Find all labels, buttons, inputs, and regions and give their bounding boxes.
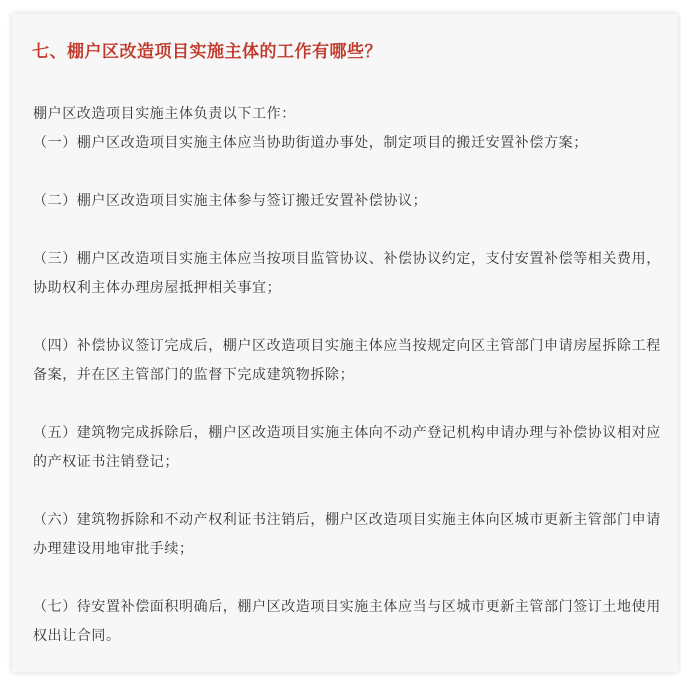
paragraph-spacer bbox=[33, 216, 665, 245]
list-item-7: （七）待安置补偿面积明确后，棚户区改造项目实施主体应当与区城市更新主管部门签订土地使用权出让合同。 bbox=[33, 599, 661, 644]
paragraph-spacer bbox=[33, 477, 665, 506]
intro-text: 棚户区改造项目实施主体负责以下工作： bbox=[33, 106, 296, 122]
paragraph-spacer bbox=[33, 303, 665, 332]
list-item-6: （六）建筑物拆除和不动产权利证书注销后，棚户区改造项目实施主体向区城市更新主管部门申请办理建设用地审批手续； bbox=[33, 512, 661, 557]
paragraph-spacer bbox=[33, 564, 665, 593]
paragraph-spacer bbox=[33, 158, 665, 187]
list-item-2: （二）棚户区改造项目实施主体参与签订搬迁安置补偿协议； bbox=[33, 193, 428, 209]
list-item-1: （一）棚户区改造项目实施主体应当协助街道办事处，制定项目的搬迁安置补偿方案； bbox=[33, 135, 588, 151]
article-title: 七、棚户区改造项目实施主体的工作有哪些？ bbox=[32, 42, 382, 62]
list-item-4: （四）补偿协议签订完成后，棚户区改造项目实施主体应当按规定向区主管部门申请房屋拆除工程备案，并在区主管部门的监督下完成建筑物拆除； bbox=[33, 338, 661, 383]
article-body bbox=[33, 100, 665, 651]
list-item-3: （三）棚户区改造项目实施主体应当按项目监管协议、补偿协议约定，支付安置补偿等相关费用，协助权利主体办理房屋抵押相关事宜； bbox=[33, 251, 661, 296]
list-item-5: （五）建筑物完成拆除后，棚户区改造项目实施主体向不动产登记机构申请办理与补偿协议相对应的产权证书注销登记； bbox=[33, 425, 661, 470]
paragraph-spacer bbox=[33, 390, 665, 419]
